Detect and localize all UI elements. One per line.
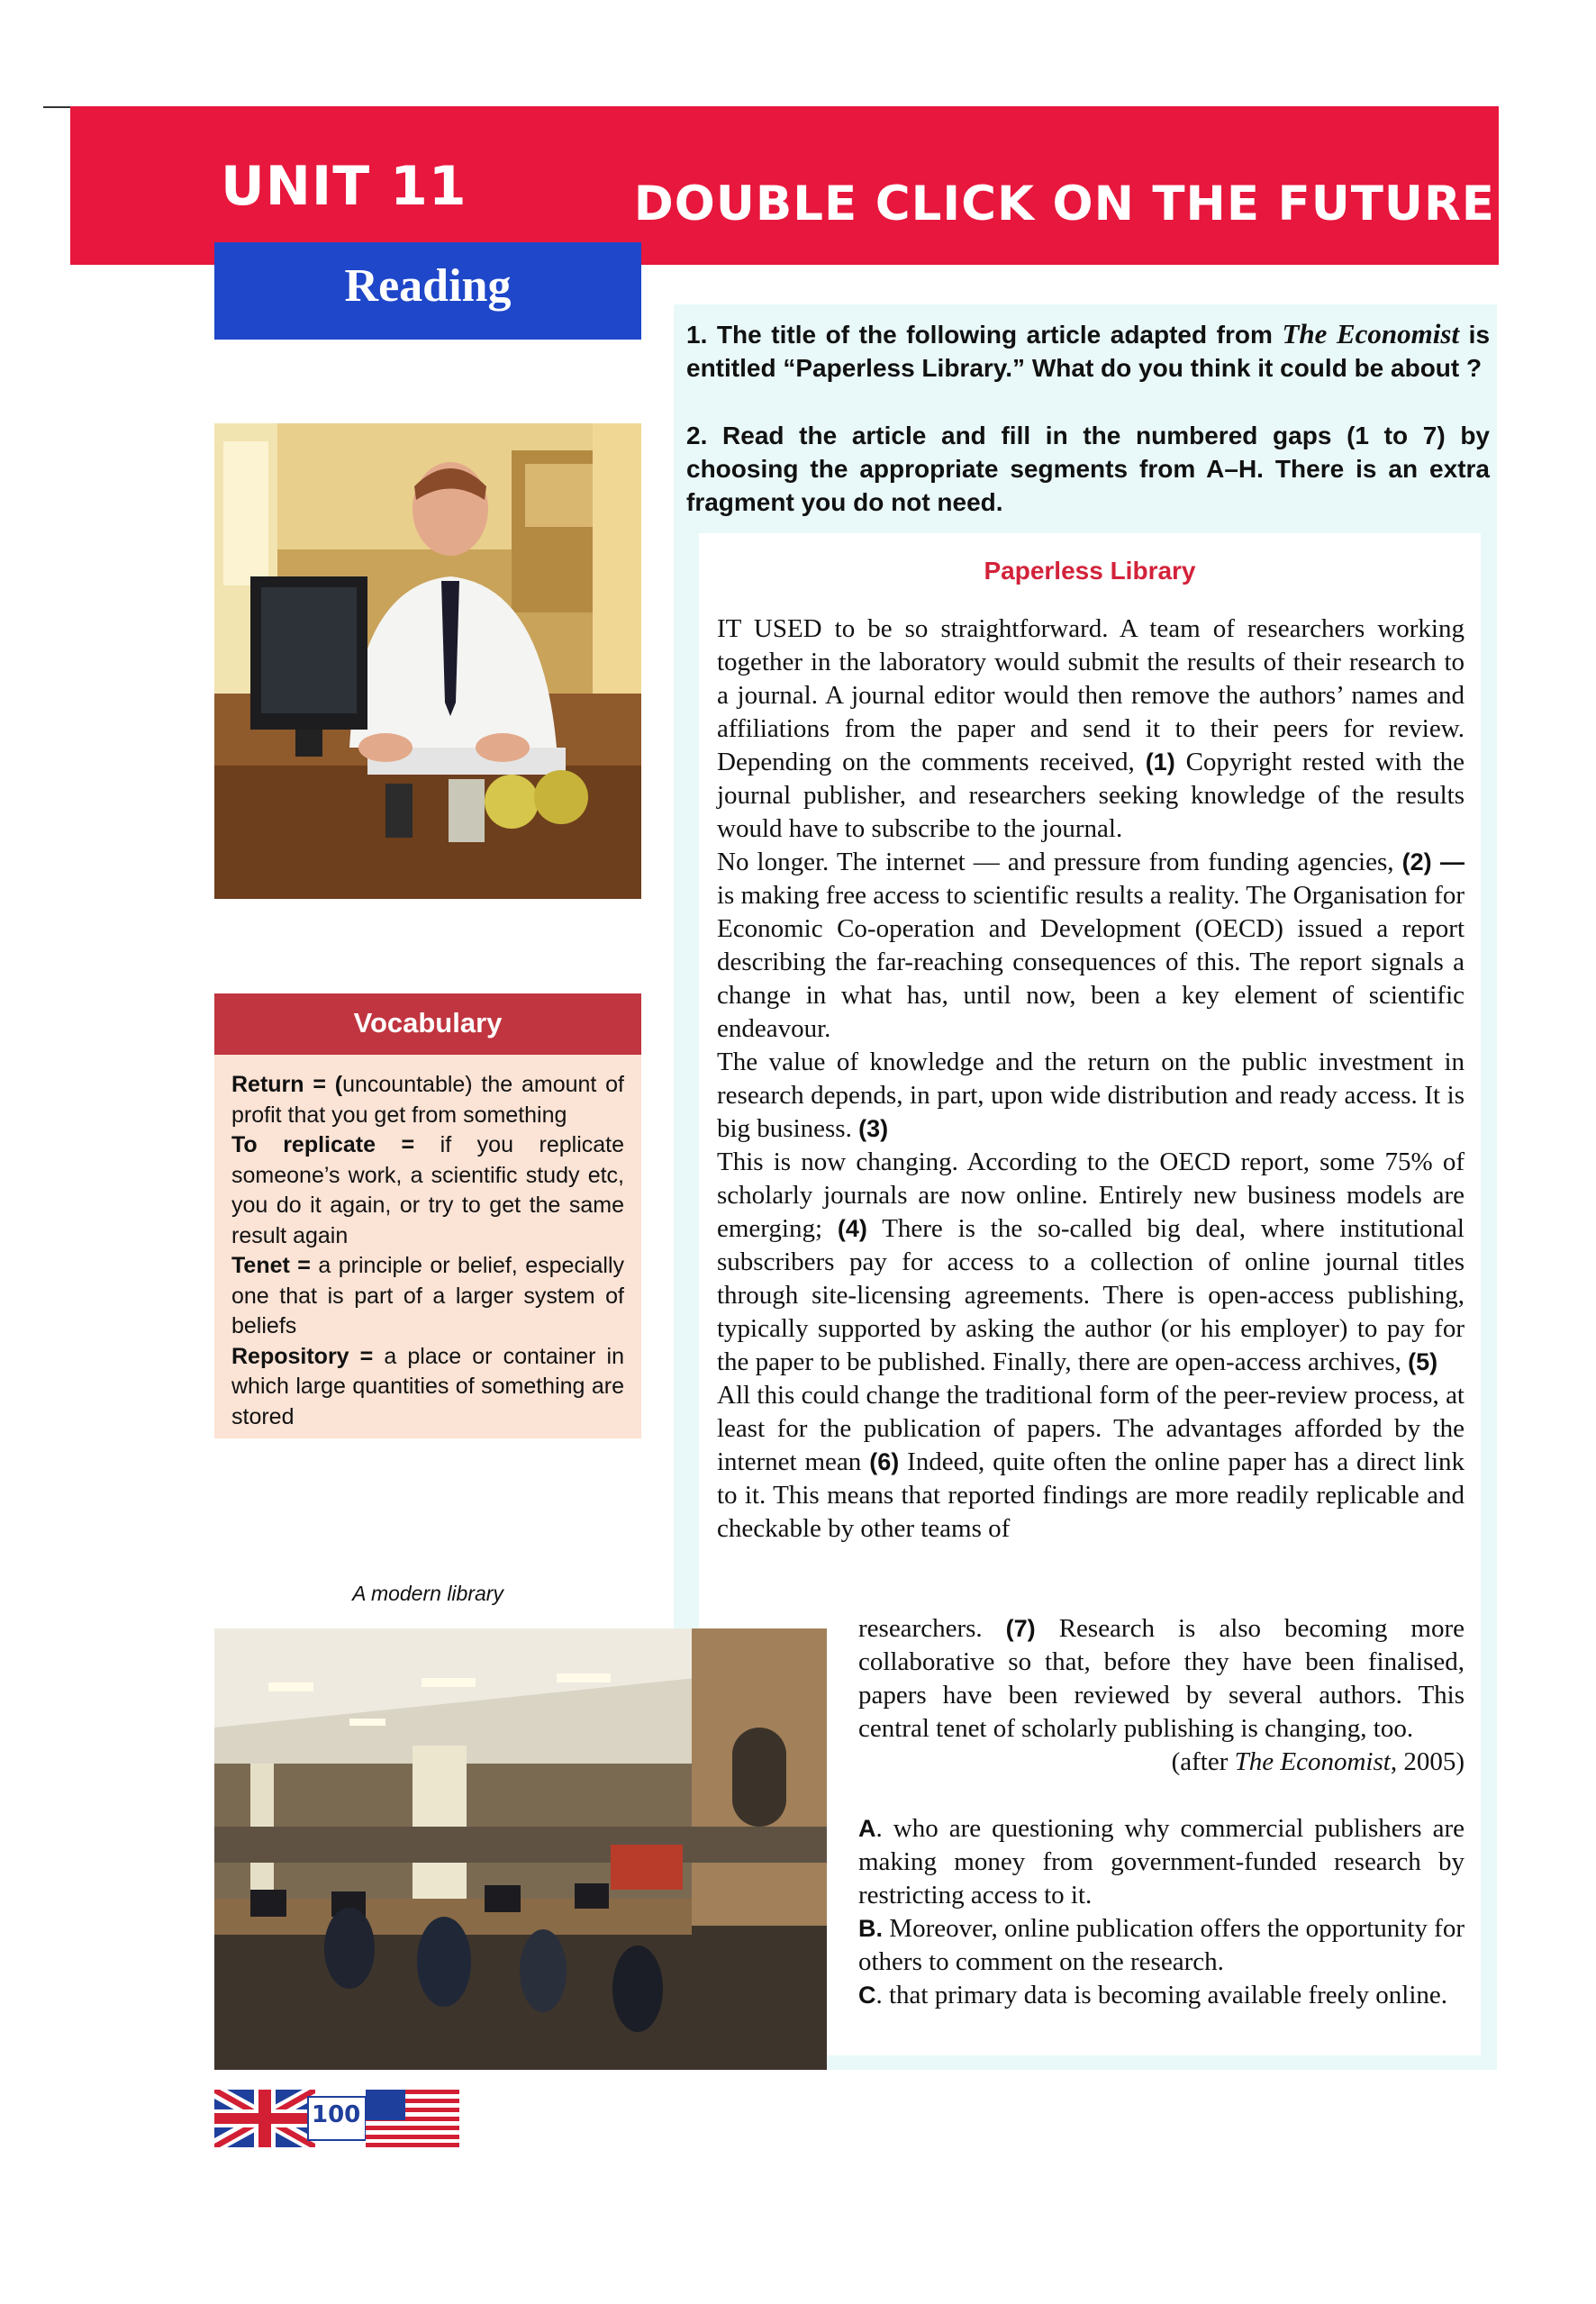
paragraph-1: IT USED to be so straightforward. A team of researchers working together in the laboratory would submit the results of their research to a journal. A journal editor would then remove the authors’ names and affiliations from the paper and send it to their peers for review. Depending on the comments received, (1) Copyright rested with the journal publisher, and researchers seeking knowledge of the results would have to subscribe to the journal. (717, 614, 1465, 843)
vocab-entry-repository: Repository = a place or container in which large quantities of something are stored (231, 1343, 624, 1429)
gap-6: (6) (869, 1448, 900, 1475)
paragraph-5: All this could change the traditional form of the peer-review process, at least for the publication of papers. The advantages afforded by the internet mean (6) Indeed, quite often the online paper has a direct link to it. This means that reported findings are more readily replicable and checkable by other teams of (717, 1381, 1465, 1543)
gap-1: (1) (1145, 748, 1175, 776)
paragraph-5-continued: researchers. (7) Research is also becoming more collaborative so that, before they have been finalised, papers have been reviewed by several authors. This central tenet of scholarly publishing is changing, too. (858, 1614, 1465, 1743)
article-body-continued (858, 1612, 1465, 2012)
question-1: 1. The title of the following article adapted from The Economist is entitled “Paperless Library.” What do you think it could be about ? (686, 318, 1491, 382)
vocab-entry-return: Return = (uncountable) the amount of profit that you get from something (231, 1072, 625, 1128)
paragraph-2: No longer. The internet — and pressure from funding agencies, (2) — is making free access to scientific results a reality. The Organisation for Economic Co-operation and Development (OECD) issued a report describing the far-reaching consequences of this. The report signals a change in what has, until now, been a key element of scientific endeavour. (717, 848, 1465, 1043)
top-rule (43, 106, 70, 108)
citation: (after The Economist, 2005) (1171, 1747, 1465, 1776)
unit-label: UNIT 11 (221, 155, 467, 218)
gap-7: (7) (1005, 1615, 1036, 1642)
vocab-entry-replicate: To replicate = if you replicate someone’s work, a scientific study etc, you do it again, or try to get the same result again (231, 1132, 624, 1248)
library-photo (214, 1628, 827, 2070)
gap-5: (5) (1408, 1348, 1438, 1375)
article-title: Paperless Library (984, 557, 1196, 585)
question-2: 2. Read the article and fill in the numbered gaps (1 to 7) by choosing the appropriate segments from A–H. There is an extra fragment you do not need. (686, 422, 1490, 516)
unit-title: DOUBLE CLICK ON THE FUTURE (633, 177, 1495, 231)
gap-2: (2) — (1401, 848, 1465, 875)
gap-4: (4) (837, 1215, 867, 1242)
article-body (717, 612, 1465, 1546)
option-c: C. that primary data is becoming available freely online. (858, 1981, 1448, 2009)
vocab-entry-tenet: Tenet = a principle or belief, especially one that is part of a larger system of beliefs (231, 1253, 625, 1338)
vocabulary-heading: Vocabulary (214, 993, 641, 1055)
option-a: A. who are questioning why commercial publishers are making money from government-funded research by restricting access to it. (858, 1814, 1465, 1909)
paragraph-4: This is now changing. According to the OECD report, some 75% of scholarly journals are now online. Entirely new business models are emerging; (4) There is the so-called big deal, where institutional subscribers pay for access to a collection of online journal titles through site-licensing agreements. There is open-access publishing, typically supported by asking the author (or his employer) to pay for the paper to be published. Finally, there are open-access archives, (5) (717, 1147, 1465, 1376)
page-number: 100 (312, 2101, 361, 2128)
section-tab-reading: Reading (214, 242, 641, 340)
paragraph-3: The value of knowledge and the return on the public investment in research depends, in part, upon wide distribution and ready access. It is big business. (3) (717, 1048, 1465, 1143)
office-photo (214, 423, 641, 899)
option-b: B. Moreover, online publication offers the opportunity for others to comment on the research. (858, 1914, 1465, 1976)
photo-caption: A modern library (352, 1582, 503, 1605)
vocabulary-list (231, 1070, 624, 1432)
gap-3: (3) (858, 1115, 889, 1142)
